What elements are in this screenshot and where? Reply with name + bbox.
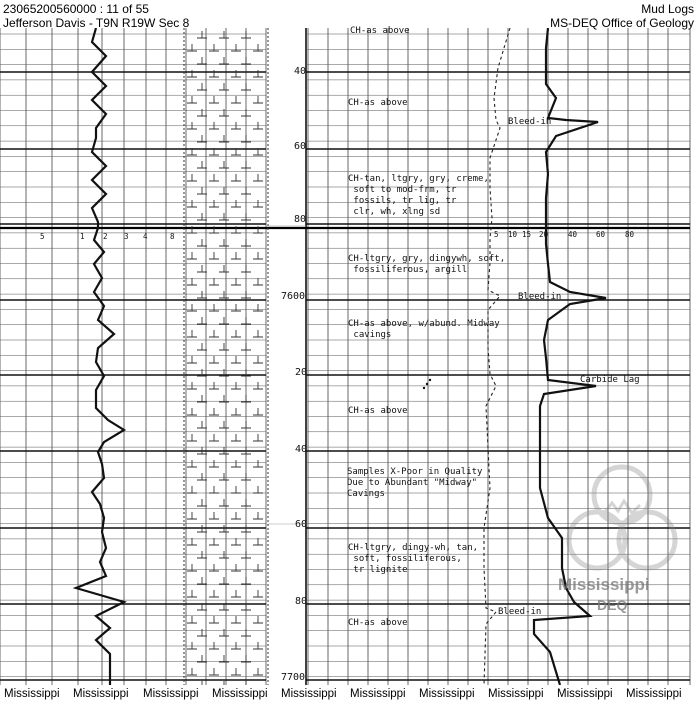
gas-annotation: Bleed-in [508, 117, 552, 127]
document-type: Mud Logs [641, 2, 694, 16]
chalk-symbol [253, 460, 263, 467]
chalk-symbol [209, 642, 219, 649]
document-id: 23065200560000 : 11 of 55 [3, 2, 149, 16]
chalk-symbol [187, 590, 197, 597]
chalk-symbol [253, 668, 263, 675]
footer-label: Mississippi [281, 688, 337, 700]
chalk-symbol [241, 317, 251, 324]
chalk-symbol [197, 551, 207, 558]
chalk-symbol [209, 252, 219, 259]
gas-scale-label: 5 [494, 230, 499, 239]
chalk-symbol [231, 434, 241, 441]
chalk-symbol [241, 629, 251, 636]
chalk-symbol [197, 473, 207, 480]
chalk-symbol [253, 486, 263, 493]
lithology-description: CH-ltgry, dingy-wh, tan, soft, fossiliferous, tr lignite [348, 543, 479, 575]
gas-scale-label: 15 [522, 230, 532, 239]
chalk-symbol [197, 655, 207, 662]
chalk-symbol [241, 343, 251, 350]
chalk-symbol [209, 616, 219, 623]
lithology-description: CH-as above [348, 98, 408, 108]
footer-label: Mississippi [212, 688, 268, 700]
chalk-symbol [219, 213, 229, 220]
chalk-symbol [219, 681, 229, 685]
chalk-symbol [209, 668, 219, 675]
chalk-symbol [219, 499, 229, 506]
chalk-symbol [197, 57, 207, 64]
chalk-symbol [197, 109, 207, 116]
chalk-symbol [231, 382, 241, 389]
gas-scale-label: 80 [625, 230, 635, 239]
chalk-symbol [231, 252, 241, 259]
chalk-symbol [187, 174, 197, 181]
chalk-symbol [231, 304, 241, 311]
gas-annotation: Bleed-in [518, 292, 562, 302]
chalk-symbol [241, 291, 251, 298]
chalk-symbol [197, 291, 207, 298]
chalk-symbol [219, 57, 229, 64]
chalk-symbol [209, 512, 219, 519]
chalk-symbol [231, 70, 241, 77]
chalk-symbol [219, 109, 229, 116]
depth-label: 7600 [281, 291, 306, 302]
chalk-symbol [241, 473, 251, 480]
chalk-symbol [219, 343, 229, 350]
chalk-symbol [197, 161, 207, 168]
chalk-symbol [197, 421, 207, 428]
chalk-symbol [197, 317, 207, 324]
chalk-symbol [187, 668, 197, 675]
chalk-symbol [231, 668, 241, 675]
chalk-symbol [219, 655, 229, 662]
chalk-symbol [197, 577, 207, 584]
chalk-symbol [231, 512, 241, 519]
chalk-symbol [253, 70, 263, 77]
chalk-symbol [187, 70, 197, 77]
lithology-description: CH-as above [348, 618, 408, 628]
chalk-symbol [231, 486, 241, 493]
chalk-symbol [197, 31, 207, 38]
chalk-symbol [231, 96, 241, 103]
lithology-description: Samples X-Poor in Quality Due to Abundant "Midway" Cavings [347, 467, 483, 499]
chalk-symbol [253, 200, 263, 207]
chalk-symbol [219, 83, 229, 90]
chalk-symbol [241, 577, 251, 584]
chalk-symbol [231, 564, 241, 571]
chalk-symbol [209, 330, 219, 337]
chalk-symbol [253, 382, 263, 389]
chalk-symbol [197, 343, 207, 350]
chalk-symbol [253, 356, 263, 363]
depth-label: 20 [295, 367, 308, 378]
lithology-description: CH-as above, w/abund. Midway cavings [348, 319, 500, 340]
chalk-symbol [209, 486, 219, 493]
chalk-symbol [187, 564, 197, 571]
chalk-symbol [231, 590, 241, 597]
chalk-symbol [219, 551, 229, 558]
chalk-symbol [187, 96, 197, 103]
chalk-symbol [253, 564, 263, 571]
chalk-symbol [219, 161, 229, 168]
watermark-text: DEQ [597, 597, 628, 613]
chalk-symbol [209, 44, 219, 51]
chalk-symbol [219, 577, 229, 584]
chalk-symbol [253, 330, 263, 337]
depth-label: 80 [295, 596, 308, 607]
chalk-symbol [219, 317, 229, 324]
drill-scale-label: 1 [80, 232, 85, 241]
chalk-symbol [253, 434, 263, 441]
chalk-symbol [209, 590, 219, 597]
depth-label: 60 [295, 519, 308, 530]
chalk-symbol [209, 408, 219, 415]
depth-label: 7700 [281, 672, 306, 683]
chalk-symbol [209, 96, 219, 103]
chalk-symbol [209, 564, 219, 571]
chalk-symbol [253, 96, 263, 103]
drill-scale-label: 5 [40, 232, 45, 241]
chalk-symbol [231, 200, 241, 207]
chalk-symbol [209, 70, 219, 77]
footer-label: Mississippi [350, 688, 406, 700]
chalk-symbol [253, 512, 263, 519]
lithology-description: CH-tan, ltgry, gry, creme, soft to mod-frm, tr fossils, tr lig, tr clr, wh, xlng sd [348, 174, 489, 217]
chalk-symbol [209, 200, 219, 207]
chalk-symbol [197, 629, 207, 636]
chalk-symbol [209, 434, 219, 441]
chalk-symbol [187, 642, 197, 649]
chalk-symbol [187, 486, 197, 493]
chalk-symbol [241, 161, 251, 168]
chalk-symbol [241, 655, 251, 662]
footer-label: Mississippi [4, 688, 60, 700]
chalk-symbol [253, 174, 263, 181]
chalk-symbol [219, 629, 229, 636]
chalk-symbol [209, 304, 219, 311]
chalk-symbol [231, 460, 241, 467]
watermark-text: Mississippi [558, 575, 650, 594]
chalk-symbol [241, 265, 251, 272]
chalk-symbol [253, 44, 263, 51]
depth-label: 80 [294, 214, 307, 225]
chalk-symbol [187, 330, 197, 337]
chalk-symbol [253, 616, 263, 623]
chalk-symbol [197, 681, 207, 685]
chalk-symbol [253, 252, 263, 259]
chalk-symbol [231, 122, 241, 129]
drill-scale-label: 4 [143, 232, 148, 241]
footer-label: Mississippi [419, 688, 475, 700]
chalk-symbol [187, 460, 197, 467]
chalk-symbol [231, 616, 241, 623]
gas-scale-label: 20 [539, 230, 549, 239]
lithology-description: CH-ltgry, gry, dingywh, soft, fossiliferous, argill [348, 254, 506, 275]
chalk-symbol [241, 31, 251, 38]
agency-name: MS-DEQ Office of Geology [550, 16, 694, 30]
footer-label: Mississippi [626, 688, 682, 700]
drill-scale-label: 2 [103, 232, 108, 241]
chalk-symbol [241, 57, 251, 64]
gas-annotation: Bleed-in [498, 607, 542, 617]
gas-scale-label: 40 [568, 230, 578, 239]
chalk-symbol [197, 499, 207, 506]
chalk-symbol [219, 187, 229, 194]
chalk-symbol [219, 31, 229, 38]
chalk-symbol [197, 239, 207, 246]
chalk-symbol [219, 291, 229, 298]
chalk-symbol [253, 408, 263, 415]
chalk-symbol [187, 252, 197, 259]
footer-label: Mississippi [557, 688, 613, 700]
chalk-symbol [241, 239, 251, 246]
chalk-symbol [187, 434, 197, 441]
chalk-symbol [197, 187, 207, 194]
chalk-symbol [219, 265, 229, 272]
depth-label: 40 [294, 66, 307, 77]
footer-label: Mississippi [488, 688, 544, 700]
footer-bar [0, 688, 697, 705]
chalk-symbol [231, 174, 241, 181]
gas-scale-label: 10 [508, 230, 518, 239]
chalk-symbol [241, 551, 251, 558]
chalk-symbol [187, 122, 197, 129]
chalk-symbol [241, 421, 251, 428]
chalk-symbol [241, 83, 251, 90]
chalk-symbol [209, 460, 219, 467]
chalk-symbol [241, 213, 251, 220]
chalk-symbol [187, 44, 197, 51]
chalk-symbol [231, 642, 241, 649]
depth-label: 40 [295, 444, 308, 455]
chalk-symbol [231, 356, 241, 363]
drill-rate-curve [76, 28, 124, 685]
gas-annotation: Carbide Lag [580, 375, 640, 385]
chalk-symbol [219, 239, 229, 246]
chalk-symbol [253, 642, 263, 649]
chalk-symbol [187, 304, 197, 311]
chalk-symbol [209, 174, 219, 181]
footer-label: Mississippi [143, 688, 199, 700]
chalk-symbol [219, 473, 229, 480]
chalk-symbol [253, 590, 263, 597]
chalk-symbol [253, 122, 263, 129]
chalk-symbol [219, 421, 229, 428]
chalk-symbol [187, 200, 197, 207]
chalk-symbol [209, 356, 219, 363]
chalk-symbol [187, 382, 197, 389]
chalk-symbol [231, 44, 241, 51]
drill-scale-label: 3 [124, 232, 129, 241]
lithology-description: CH-as above [348, 406, 408, 416]
depth-label: 60 [294, 141, 307, 152]
chalk-symbol [241, 187, 251, 194]
gas-scale-label: 60 [596, 230, 606, 239]
chalk-symbol [209, 122, 219, 129]
chalk-symbol [241, 109, 251, 116]
chalk-symbol [187, 512, 197, 519]
chalk-symbol [187, 356, 197, 363]
chalk-symbol [197, 83, 207, 90]
drill-scale-label: 8 [170, 232, 175, 241]
chalk-symbol [187, 408, 197, 415]
chalk-symbol [197, 265, 207, 272]
well-location: Jefferson Davis - T9N R19W Sec 8 [3, 16, 190, 30]
chalk-symbol [241, 681, 251, 685]
footer-label: Mississippi [73, 688, 129, 700]
chalk-symbol [253, 304, 263, 311]
chalk-symbol [209, 382, 219, 389]
lithology-description: CH-as above [350, 26, 410, 36]
chalk-symbol [197, 213, 207, 220]
chalk-symbol [231, 408, 241, 415]
chalk-symbol [187, 616, 197, 623]
chalk-symbol [231, 330, 241, 337]
chalk-symbol [241, 499, 251, 506]
